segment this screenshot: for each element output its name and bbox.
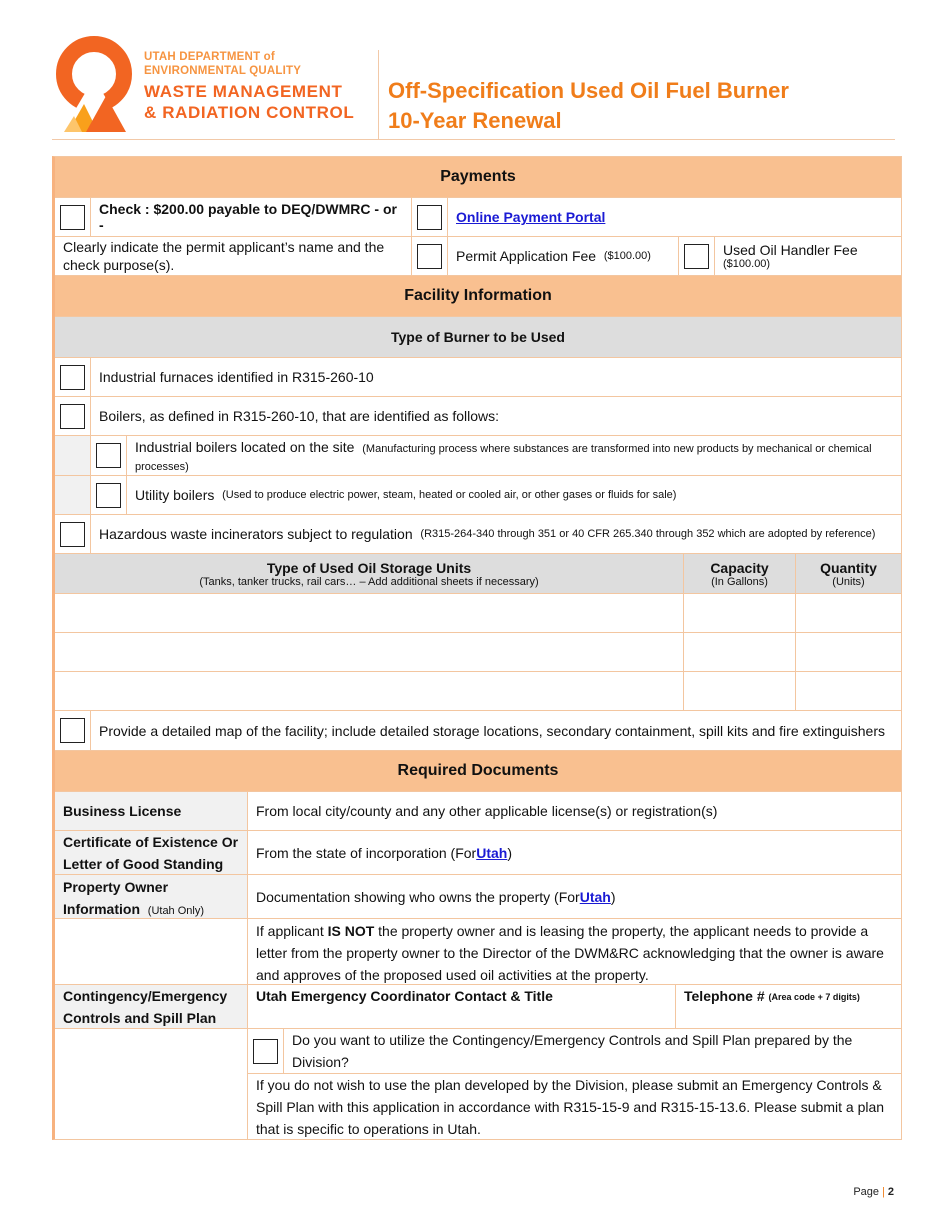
lease-spacer — [55, 919, 248, 984]
certificate-desc — [248, 831, 901, 874]
industrial-boilers-text: Industrial boilers located on the site — [135, 439, 355, 455]
lease-row — [55, 918, 901, 984]
industrial-boilers-row — [55, 435, 901, 475]
title-line-1: Off-Specification Used Oil Fuel Burner — [388, 78, 789, 103]
capacity-input[interactable] — [684, 633, 796, 671]
facility-section-header — [55, 275, 901, 316]
storage-table-header — [55, 553, 901, 593]
utility-boilers-row — [55, 475, 901, 514]
payments-section-header — [55, 157, 901, 197]
incinerators-label — [91, 515, 901, 553]
incinerators-checkbox-cell — [55, 515, 91, 553]
utah-property-link[interactable]: Utah — [579, 888, 611, 905]
lease-text-post: the property owner and is leasing the property, the applicant needs to provide a letter from the property owner to the Director of the DWM&RC acknowledging that the owner is aware and approves of the proposed used oil activities at the property. — [256, 923, 884, 983]
quantity-header — [796, 554, 901, 593]
payment-method-row — [55, 197, 901, 236]
permit-fee-label — [448, 237, 679, 275]
table-row — [55, 671, 901, 710]
quantity-heading: Quantity — [820, 559, 877, 576]
certificate-desc-text: From the state of incorporation (For — [256, 844, 477, 861]
check-checkbox-cell — [55, 198, 91, 236]
storage-type-input[interactable] — [55, 594, 684, 632]
quantity-note: (Units) — [832, 575, 865, 588]
quantity-input[interactable] — [796, 633, 901, 671]
capacity-input[interactable] — [684, 672, 796, 710]
documents-heading: Required Documents — [55, 751, 901, 791]
utah-certificate-link[interactable]: Utah — [476, 844, 508, 861]
header-divider — [378, 50, 379, 140]
facility-map-label: Provide a detailed map of the facility; include detailed storage locations, secondary containment, spill kits and fire extinguishers — [99, 722, 885, 739]
storage-type-input[interactable] — [55, 633, 684, 671]
property-owner-text: Property Owner Information — [63, 879, 169, 917]
facility-map-row — [55, 710, 901, 750]
plan-block — [55, 1028, 901, 1139]
telephone-note: (Area code + 7 digits) — [768, 992, 860, 1002]
lease-text — [248, 919, 901, 984]
capacity-note: (In Gallons) — [711, 575, 768, 588]
burner-subheader — [55, 316, 901, 357]
certificate-row — [55, 830, 901, 874]
furnaces-checkbox-cell — [55, 358, 91, 396]
lease-text-bold: IS NOT — [327, 923, 375, 939]
telephone-label: Telephone # — [684, 988, 765, 1004]
contingency-label: Contingency/Emergency Controls and Spill Plan — [55, 985, 248, 1028]
telephone-field[interactable] — [676, 985, 901, 1028]
quantity-input[interactable] — [796, 672, 901, 710]
agency-line-3: WASTE MANAGEMENT — [144, 82, 343, 101]
handler-fee-amount: ($100.00) — [723, 258, 771, 270]
boilers-checkbox-cell — [55, 397, 91, 435]
industrial-boilers-checkbox[interactable] — [96, 443, 121, 468]
permit-fee-amount: ($100.00) — [603, 250, 651, 262]
property-owner-row — [55, 874, 901, 918]
plan-question-row — [248, 1029, 901, 1073]
online-payment-portal-link[interactable]: Online Payment Portal — [456, 209, 606, 225]
industrial-furnaces-checkbox[interactable] — [60, 365, 85, 390]
facility-map-checkbox[interactable] — [60, 718, 85, 743]
agency-line-2: ENVIRONMENTAL QUALITY — [144, 64, 302, 77]
portal-checkbox-cell — [412, 198, 448, 236]
permit-fee-checkbox-cell — [412, 237, 448, 275]
burner-type-heading: Type of Burner to be Used — [55, 317, 901, 357]
incinerators-note: (R315-264-340 through 351 or 40 CFR 265.340 through 352 which are adopted by reference) — [420, 528, 876, 540]
deq-logo-icon — [54, 36, 134, 132]
table-row — [55, 593, 901, 632]
handler-fee-checkbox-cell — [679, 237, 715, 275]
payments-heading: Payments — [55, 157, 901, 197]
agency-line-1: UTAH DEPARTMENT of — [144, 51, 275, 63]
storage-type-header — [55, 554, 684, 593]
capacity-heading: Capacity — [710, 559, 769, 576]
utility-boilers-checkbox-cell — [91, 476, 127, 514]
map-checkbox-cell — [55, 711, 91, 750]
document-title — [388, 76, 789, 136]
contingency-row — [55, 984, 901, 1028]
online-payment-checkbox[interactable] — [417, 205, 442, 230]
boilers-checkbox[interactable] — [60, 404, 85, 429]
page-footer — [853, 1186, 894, 1198]
check-purpose-note: Clearly indicate the permit applicant’s name and the check purpose(s). — [55, 237, 412, 275]
utility-boilers-text: Utility boilers — [135, 487, 215, 503]
agency-line-4: & RADIATION CONTROL — [144, 103, 355, 122]
utility-boilers-checkbox[interactable] — [96, 483, 121, 508]
storage-type-input[interactable] — [55, 672, 684, 710]
table-row — [55, 632, 901, 671]
storage-type-heading: Type of Used Oil Storage Units — [266, 559, 472, 576]
utility-boilers-note: (Used to produce electric power, steam, heated or cooled air, or other gases or fluids for sale) — [222, 489, 677, 501]
plan-spacer — [55, 1029, 248, 1139]
permit-fee-checkbox[interactable] — [417, 244, 442, 269]
permit-fee-text: Permit Application Fee — [456, 248, 597, 264]
handler-fee-checkbox[interactable] — [684, 244, 709, 269]
incinerators-checkbox[interactable] — [60, 522, 85, 547]
page-header — [52, 36, 895, 140]
certificate-label: Certificate of Existence Or Letter of Good Standing — [55, 831, 248, 874]
business-license-row — [55, 791, 901, 830]
page-label: Page — [853, 1186, 880, 1198]
plan-question: Do you want to utilize the Contingency/Emergency Controls and Spill Plan prepared by the Division? — [292, 1032, 853, 1070]
facility-heading: Facility Information — [55, 276, 901, 316]
boilers-row — [55, 396, 901, 435]
industrial-boilers-label — [127, 436, 901, 475]
plan-content — [248, 1029, 901, 1139]
business-license-label: Business License — [55, 792, 248, 830]
boilers-label: Boilers, as defined in R315-260-10, that are identified as follows: — [99, 408, 500, 424]
quantity-input[interactable] — [796, 594, 901, 632]
check-payment-label: Check : $200.00 payable to DEQ/DWMRC - or - — [91, 198, 412, 236]
industrial-furnaces-row — [55, 357, 901, 396]
handler-fee-text: Used Oil Handler Fee — [723, 242, 858, 258]
plan-instructions: If you do not wish to use the plan developed by the Division, please submit an Emergency Controls & Spill Plan with this application in accordance with R315-15-9 and R315-15-13.6. Please submit a plan that is specific to operations in Utah. — [248, 1073, 901, 1139]
industrial-furnaces-label: Industrial furnaces identified in R315-260-10 — [99, 369, 374, 385]
documents-section-header — [55, 750, 901, 791]
utility-boilers-label — [127, 476, 901, 514]
storage-type-note: (Tanks, tanker trucks, rail cars… – Add additional sheets if necessary) — [199, 575, 539, 588]
coordinator-field[interactable]: Utah Emergency Coordinator Contact & Title — [248, 985, 676, 1028]
industrial-boilers-checkbox-cell — [91, 436, 127, 475]
agency-name — [144, 52, 354, 121]
footer-separator: | — [882, 1186, 885, 1198]
capacity-input[interactable] — [684, 594, 796, 632]
capacity-header — [684, 554, 796, 593]
paren-close: ) — [507, 844, 512, 861]
application-form — [52, 156, 902, 1140]
property-owner-desc — [248, 875, 901, 918]
incinerators-row — [55, 514, 901, 553]
indent-spacer — [55, 436, 91, 475]
plan-checkbox-cell — [248, 1029, 284, 1073]
check-payment-checkbox[interactable] — [60, 205, 85, 230]
property-owner-note: (Utah Only) — [147, 905, 205, 917]
industrial-boilers-note: (Manufacturing process where substances are transformed into new products by mechanical or chemical processes) — [135, 443, 872, 473]
incinerators-text: Hazardous waste incinerators subject to regulation — [99, 526, 413, 542]
use-division-plan-checkbox[interactable] — [253, 1039, 278, 1064]
indent-spacer — [55, 476, 91, 514]
business-license-desc: From local city/county and any other applicable license(s) or registration(s) — [256, 803, 718, 819]
property-owner-desc-text: Documentation showing who owns the property (For — [256, 888, 580, 905]
property-owner-label — [55, 875, 248, 918]
payment-fees-row — [55, 236, 901, 275]
lease-text-pre: If applicant — [256, 923, 328, 939]
title-line-2: 10-Year Renewal — [388, 108, 562, 133]
paren-close: ) — [610, 888, 616, 905]
page-number: 2 — [887, 1186, 894, 1198]
handler-fee-label — [715, 237, 901, 275]
